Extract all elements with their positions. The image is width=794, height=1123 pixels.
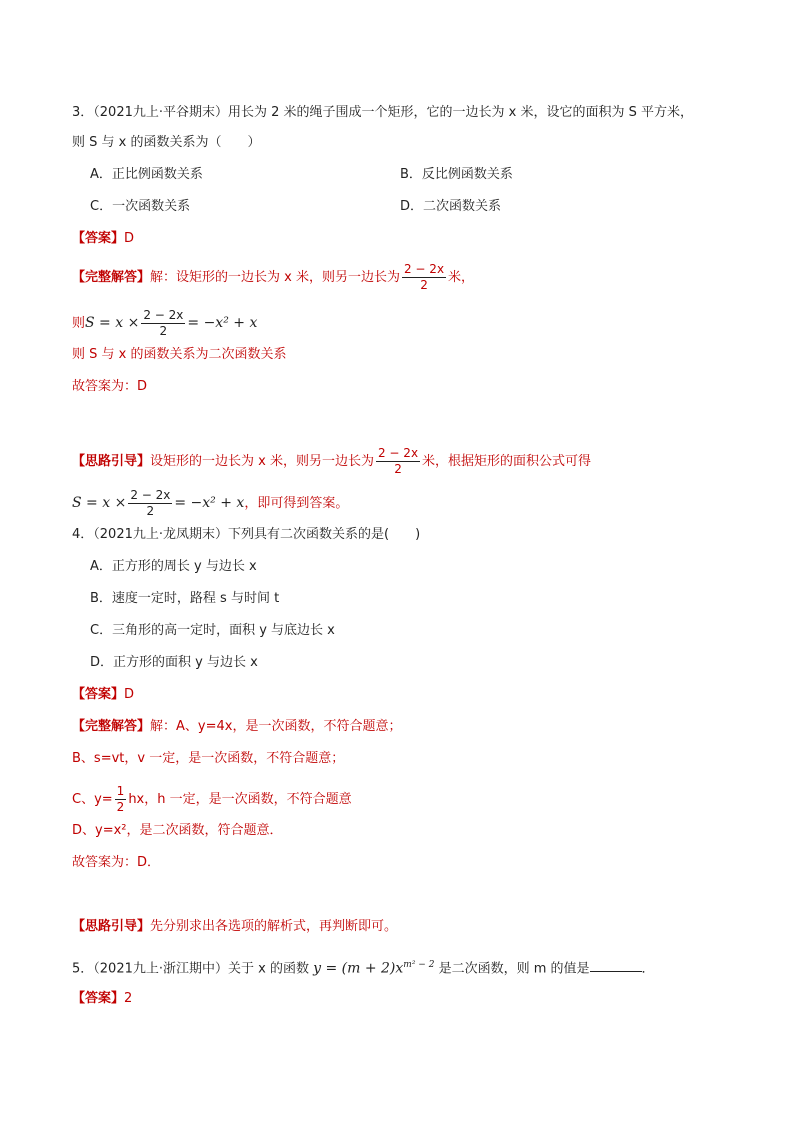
q5-stem-b: 是二次函数，则 m 的值是: [438, 961, 590, 977]
q5-answer-value: 2: [124, 991, 133, 1006]
q3-stem-line2: 则 S 与 x 的函数关系为（ ）: [72, 135, 261, 150]
q5-formula: y = (m + 2)x: [313, 960, 404, 977]
q4-stem-text: 下列具有二次函数关系的是( ): [228, 527, 421, 542]
q4-solution-text-1: 解：A、y=4x，是一次函数，不符合题意；: [150, 719, 402, 734]
q4-answer: [72, 686, 134, 704]
q3-fraction-den: 2: [420, 278, 428, 292]
q3-hint-rhs: = −x² + x: [174, 495, 245, 511]
q4-hint-tag: 【思路引导】: [72, 919, 151, 934]
q3-option-a: A．正比例函数关系: [90, 167, 203, 182]
q3-source: （2021九上·平谷期末）: [93, 105, 228, 120]
q4-number: 4．: [72, 527, 94, 542]
q3-solution-2-lhs: S = x ×: [85, 315, 140, 331]
q3-solution-2-fraction-den: 2: [159, 324, 168, 338]
q3-answer: [72, 230, 134, 248]
q3-solution-line2: [72, 308, 257, 339]
q3-fraction-num: 2 − 2x: [403, 262, 445, 276]
q4-solution-line3: [72, 784, 352, 815]
q3-solution-2-prefix: 则: [72, 316, 86, 331]
q4-solution-line1: [72, 718, 401, 736]
q3-hint-fraction: [376, 446, 420, 477]
q4-hint-text: 先分别求出各选项的解析式，再判断即可。: [150, 919, 398, 934]
q3-stem-text: 用长为 2 米的绳子围成一个矩形，它的一边长为 x 米，设它的面积为 S 平方米，: [228, 105, 694, 120]
q3-hint-text-b: 米，根据矩形的面积公式可得: [422, 454, 592, 469]
q3-hint-2-fraction-num: 2 − 2x: [130, 488, 171, 502]
q3-hint-fraction-num: 2 − 2x: [377, 446, 419, 460]
q3-number: 3．: [72, 105, 94, 120]
q4-answer-value: D: [124, 687, 135, 702]
q3-solution-2-fraction-num: 2 − 2x: [143, 308, 184, 322]
q5-stem-end: ．: [641, 961, 655, 977]
q3-solution-text-a: 解：设矩形的一边长为 x 米，则另一边长为: [150, 270, 400, 285]
q3-hint-line2: [72, 488, 348, 519]
q4-solution-3a: C、y=: [72, 792, 113, 807]
q3-solution-line1: [72, 262, 474, 293]
q4-fraction: [115, 784, 127, 815]
q3-answer-tag: 【答案】: [72, 231, 125, 246]
q5-answer-blank: [590, 959, 642, 972]
q5-exponent: m² − 2: [403, 960, 435, 970]
q5-stem-a: 关于 x 的函数: [228, 961, 309, 977]
q5-source: （2021九上·浙江期中）: [93, 961, 228, 977]
q3-solution-2-fraction: [141, 308, 185, 339]
q3-option-d: D．二次函数关系: [400, 199, 502, 214]
q3-solution-tag: 【完整解答】: [72, 270, 151, 285]
q4-hint: [72, 918, 397, 936]
q3-hint-tail: ，即可得到答案。: [244, 496, 349, 511]
q3-option-c: C．一次函数关系: [90, 199, 191, 214]
q4-option-a: A．正方形的周长 y 与边长 x: [90, 559, 257, 574]
q5-number: 5．: [72, 961, 94, 977]
q4-fraction-den: 2: [116, 800, 125, 814]
q3-solution-text-b: 米，: [448, 270, 475, 285]
q3-answer-value: D: [124, 231, 135, 246]
q4-solution-3b: hx，h 一定，是一次函数，不符合题意: [128, 792, 352, 807]
q3-solution-line3: 则 S 与 x 的函数关系为二次函数关系: [72, 347, 287, 362]
q3-hint-text-a: 设矩形的一边长为 x 米，则另一边长为: [150, 454, 374, 469]
q4-option-c: C．三角形的高一定时，面积 y 与底边长 x: [90, 623, 335, 638]
q3-hint-lhs: S = x ×: [72, 495, 127, 511]
q4-fraction-num: 1: [116, 784, 125, 798]
q4-option-b: B．速度一定时，路程 s 与时间 t: [90, 591, 280, 606]
q4-answer-tag: 【答案】: [72, 687, 125, 702]
q4-option-d: D．正方形的面积 y 与边长 x: [90, 655, 258, 670]
q3-hint-tag: 【思路引导】: [72, 454, 151, 469]
q4-solution-line4: D、y=x²，是二次函数，符合题意．: [72, 823, 283, 838]
q4-final-answer: 故答案为：D．: [72, 855, 161, 870]
q3-stem-line1: [72, 104, 693, 122]
q4-stem: [72, 526, 420, 544]
q5-stem: [72, 956, 655, 978]
q4-solution-line2: B、s=vt，v 一定，是一次函数，不符合题意；: [72, 751, 345, 766]
q3-hint-2-fraction: [128, 488, 172, 519]
q4-solution-tag: 【完整解答】: [72, 719, 151, 734]
q5-answer: [72, 990, 132, 1008]
q3-solution-2-rhs: = −x² + x: [187, 315, 258, 331]
q3-hint-2-fraction-den: 2: [146, 504, 155, 518]
q3-option-b: B．反比例函数关系: [400, 167, 513, 182]
q3-hint-fraction-den: 2: [394, 462, 402, 476]
q3-final-answer: 故答案为：D: [72, 379, 148, 394]
q3-fraction: [402, 262, 446, 293]
q5-answer-tag: 【答案】: [72, 991, 125, 1006]
q4-source: （2021九上·龙凤期末）: [93, 527, 228, 542]
q3-hint-line1: [72, 446, 591, 477]
